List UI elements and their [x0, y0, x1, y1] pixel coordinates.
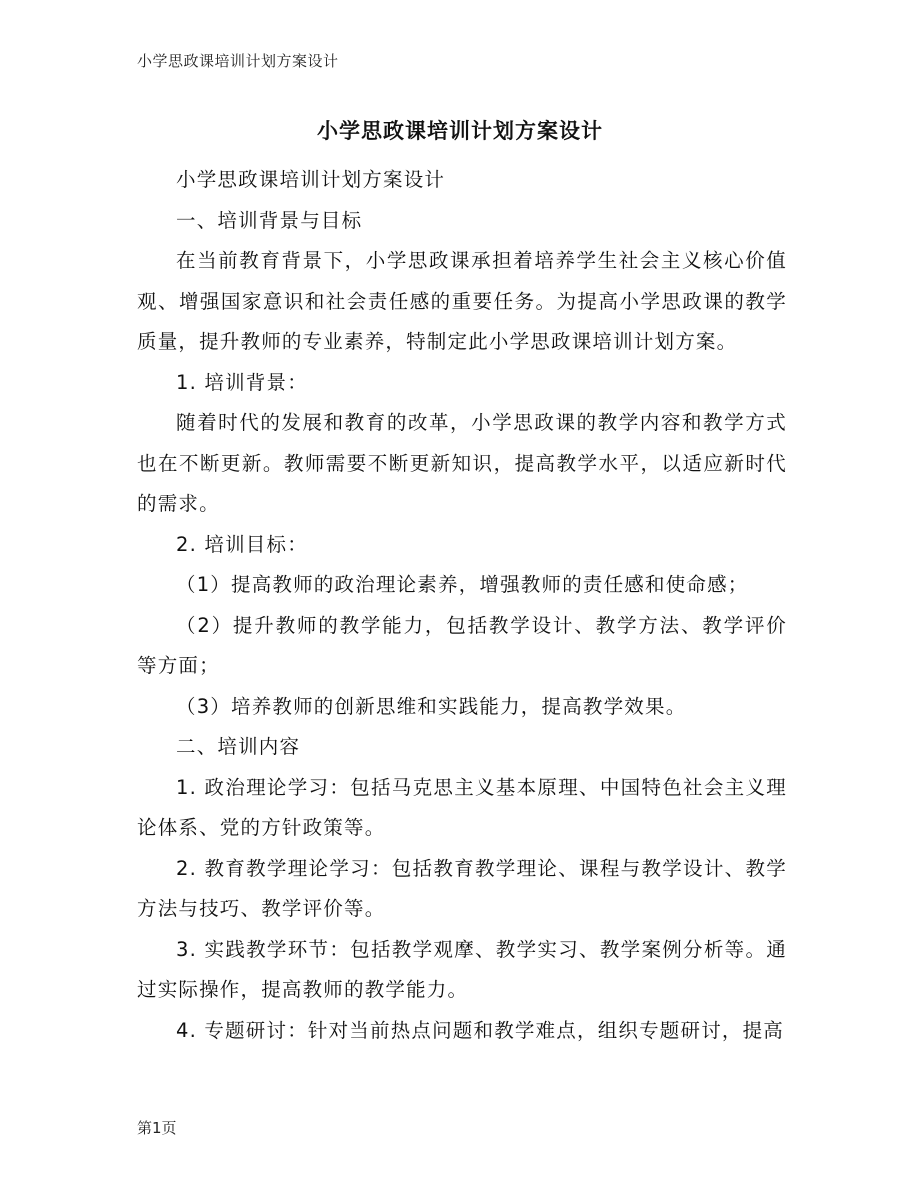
content-item-2: 2. 教育教学理论学习：包括教育教学理论、课程与教学设计、教学方法与技巧、教学评价等。: [137, 856, 787, 920]
subheading-training-goals: 2. 培训目标：: [176, 532, 308, 556]
content-item-1: 1. 政治理论学习：包括马克思主义基本原理、中国特色社会主义理论体系、党的方针政策等。: [137, 775, 787, 839]
subheading-training-background: 1. 培训背景：: [176, 370, 308, 394]
page-number: 第1页: [137, 1119, 177, 1137]
running-header: 小学思政课培训计划方案设计: [137, 52, 339, 70]
paragraph-background: 随着时代的发展和教育的改革，小学思政课的教学内容和教学方式也在不断更新。教师需要不断更新知识，提高教学水平，以适应新时代的需求。: [137, 411, 787, 515]
goal-item-3: （3）培养教师的创新思维和实践能力，提高教学效果。: [176, 694, 687, 718]
section-heading-background: 一、培训背景与目标: [176, 208, 363, 232]
content-item-3: 3. 实践教学环节：包括教学观摩、教学实习、教学案例分析等。通过实际操作，提高教师的教学能力。: [137, 937, 787, 1001]
goal-item-1: （1）提高教师的政治理论素养，增强教师的责任感和使命感；: [176, 573, 749, 596]
section-heading-content: 二、培训内容: [176, 735, 301, 758]
content-item-4: 4. 专题研讨：针对当前热点问题和教学难点，组织专题研讨，提高: [176, 1018, 785, 1042]
paragraph-subtitle: 小学思政课培训计划方案设计: [176, 168, 446, 191]
goal-item-2: （2）提升教师的教学能力，包括教学设计、教学方法、教学评价等方面；: [137, 613, 787, 677]
paragraph-intro: 在当前教育背景下，小学思政课承担着培养学生社会主义核心价值观、增强国家意识和社会责任感的重要任务。为提高小学思政课的教学质量，提升教师的专业素养，特制定此小学思政课培训计划方案。: [137, 249, 787, 353]
document-title: 小学思政课培训计划方案设计: [317, 119, 603, 143]
document-body: [137, 160, 787, 1051]
